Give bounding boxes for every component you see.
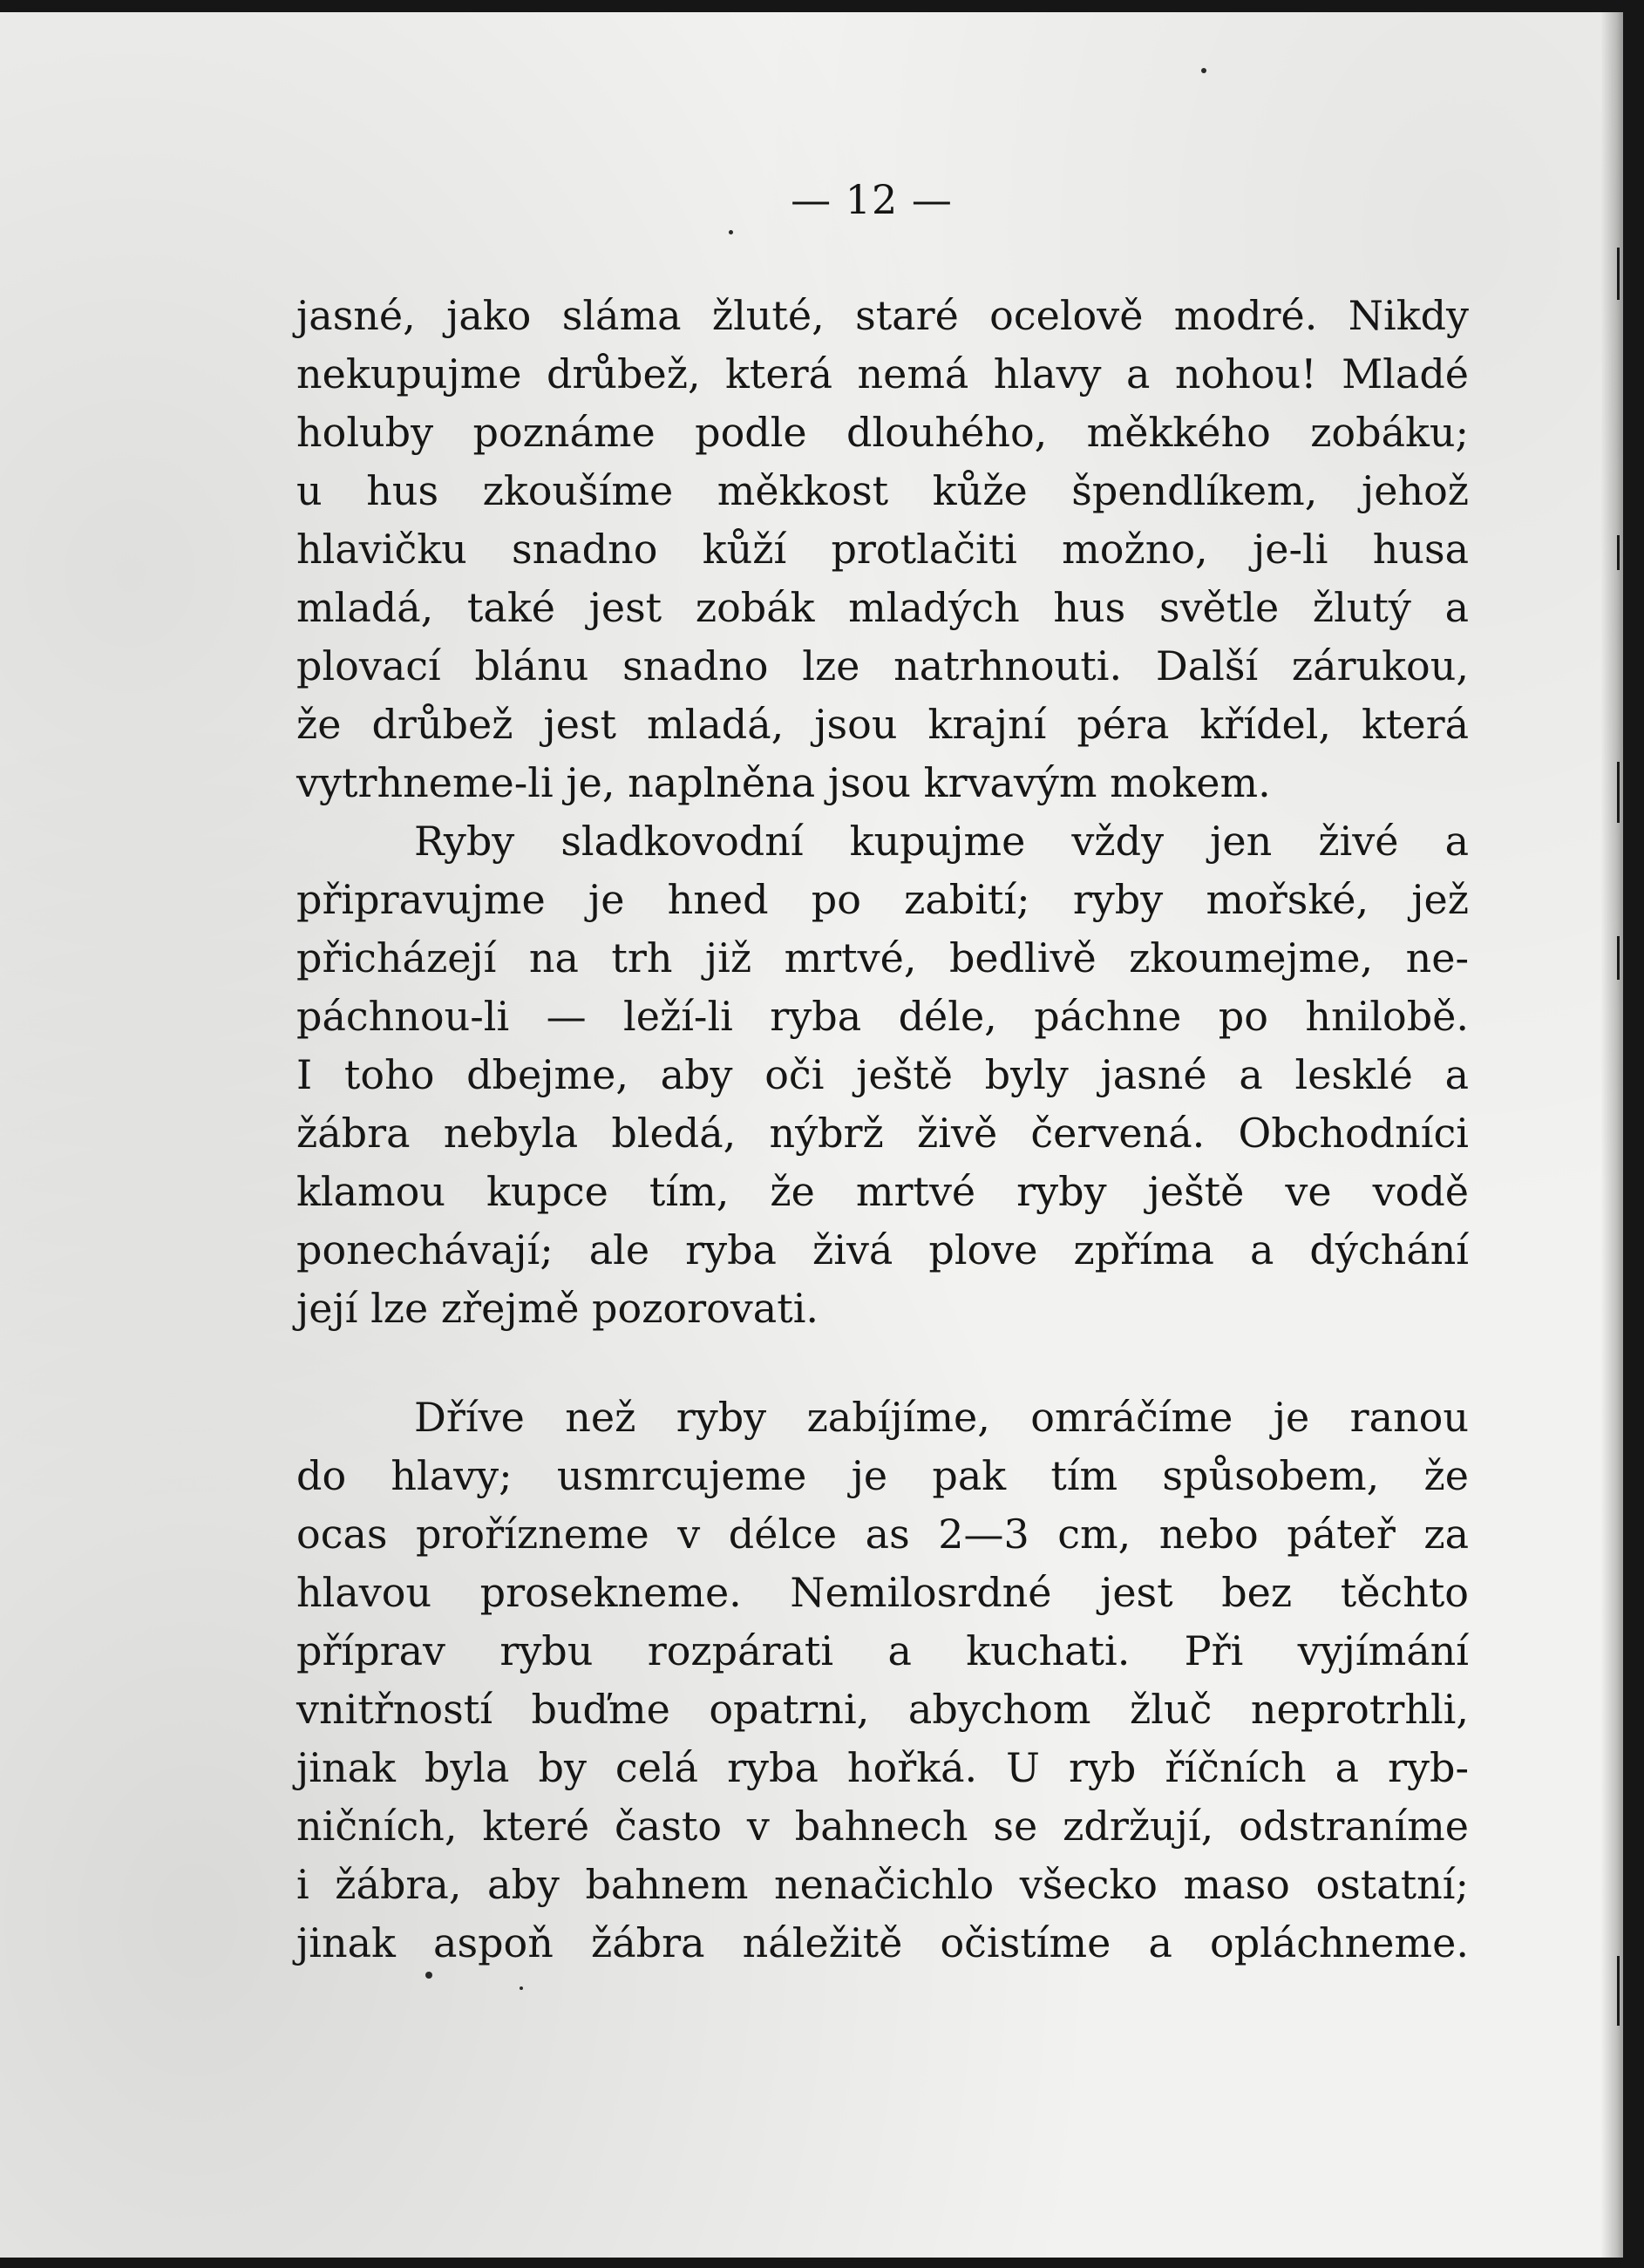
text-line: vnitřností buďme opatrni, abychom žluč neprotrhli, — [296, 1686, 1469, 1733]
text-line: plovací blánu snadno lze natrhnouti. Další zárukou, — [296, 642, 1469, 689]
paragraph-freshwater-fish — [296, 812, 1469, 1338]
page-spine-shadow — [1600, 12, 1623, 2258]
text-line: Dříve než ryby zabíjíme, omráčíme je ranou — [414, 1394, 1469, 1441]
edge-mark — [1617, 248, 1620, 300]
dust-speck — [729, 230, 733, 234]
text-line: páchnou-li — leží-li ryba déle, páchne po hnilobě. — [296, 993, 1469, 1040]
text-line: u hus zkoušíme měkkost kůže špendlíkem, jehož — [296, 467, 1469, 514]
page-number: — 12 — — [791, 176, 953, 223]
dust-speck — [520, 1986, 523, 1990]
paragraph-killing-fish — [296, 1389, 1469, 1973]
text-line: ocas prořízneme v délce as 2—3 cm, nebo páteř za — [296, 1511, 1469, 1558]
text-line: jinak aspoň žábra náležitě očistíme a opláchneme. — [296, 1919, 1469, 1966]
text-line: nekupujme drůbež, která nemá hlavy a nohou! Mladé — [296, 350, 1469, 397]
text-line: žábra nebyla bledá, nýbrž živě červená. Obchodníci — [296, 1110, 1469, 1157]
edge-mark — [1617, 936, 1620, 980]
body-text — [296, 287, 1469, 1973]
text-line: příprav rybu rozpárati a kuchati. Při vyjímání — [296, 1627, 1469, 1674]
edge-mark — [1617, 762, 1620, 823]
text-line: že drůbež jest mladá, jsou krajní péra křídel, která — [296, 701, 1469, 748]
book-page — [0, 12, 1623, 2258]
text-line: připravujme je hned po zabití; ryby mořské, jež — [296, 876, 1469, 923]
text-line: ponechávají; ale ryba živá plove zpříma a dýchání — [296, 1226, 1469, 1273]
text-line: přicházejí na trh již mrtvé, bedlivě zkoumejme, ne- — [296, 934, 1469, 981]
dust-speck — [425, 1972, 432, 1979]
text-line: Ryby sladkovodní kupujme vždy jen živé a — [414, 818, 1469, 865]
text-line: jasné, jako sláma žluté, staré ocelově modré. Nikdy — [296, 292, 1469, 339]
text-line: hlavičku snadno kůží protlačiti možno, je-li husa — [296, 526, 1469, 573]
text-line: její lze zřejmě pozorovati. — [296, 1285, 819, 1332]
text-line: hlavou prosekneme. Nemilosrdné jest bez těchto — [296, 1569, 1469, 1616]
text-line: klamou kupce tím, že mrtvé ryby ještě ve vodě — [296, 1168, 1469, 1215]
dust-speck — [1201, 68, 1206, 73]
text-line: ničních, které často v bahnech se zdržují, odstraníme — [296, 1803, 1469, 1850]
text-line: i žábra, aby bahnem nenačichlo všecko maso ostatní; — [296, 1861, 1469, 1908]
text-line: holuby poznáme podle dlouhého, měkkého zobáku; — [296, 409, 1469, 456]
text-line: jinak byla by celá ryba hořká. U ryb říčních a ryb- — [296, 1744, 1469, 1791]
text-line: mladá, také jest zobák mladých hus světle žlutý a — [296, 584, 1469, 631]
edge-mark — [1617, 1956, 1620, 2026]
paragraph-poultry — [296, 287, 1469, 812]
edge-mark — [1617, 535, 1620, 570]
text-line: vytrhneme-li je, naplněna jsou krvavým mokem. — [296, 759, 1271, 806]
text-line: do hlavy; usmrcujeme je pak tím spůsobem, že — [296, 1452, 1469, 1499]
text-line: I toho dbejme, aby oči ještě byly jasné a lesklé a — [296, 1051, 1469, 1098]
